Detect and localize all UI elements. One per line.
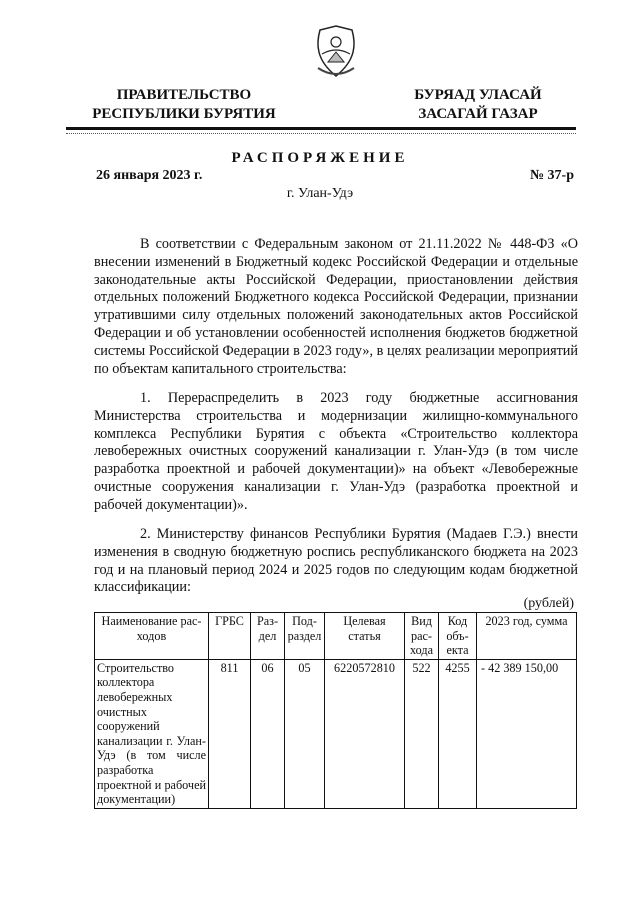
- paragraph-preamble: В соответствии с Федеральным законом от 21.11.2022 № 448-ФЗ «О внесении изменений в Бюджетный кодекс Российской Федерации и отдельные законодательные акты Российской Федерации, приостановлении действия отдельных положений Бюджетного кодекса Российской Федерации, признании утратившими силу отдельных положений законодательных актов Российской Федерации и об установлении особенностей исполнения бюджетов бюджетной системы Российской Федерации в 2023 году», в целях реализации мероприятий по объектам капитального строительства:: [94, 236, 578, 377]
- document-title: РАСПОРЯЖЕНИЕ: [231, 150, 409, 166]
- paragraph-item-1: 1. Перераспределить в 2023 году бюджетные ассигнования Министерства строительства и модернизации жилищно-коммунального комплекса Республики Бурятия с объекта «Строительство коллектора левобережных очистных сооружений канализации г. Улан-Удэ (в том числе разработка проектной и рабочей документации)» на объект «Левобережные очистные сооружения канализации г. Улан-Удэ (разработка проектной и рабочей документации)».: [94, 390, 578, 513]
- cell-expense-name: Строительство коллектора левобережных очистных сооружений канализации г. Улан-Удэ (в том числе разработка проектной и рабочей документации): [95, 659, 209, 808]
- cell-expense-kind: 522: [405, 659, 439, 808]
- table-header-row: [95, 613, 577, 660]
- document-number: № 37-р: [529, 168, 574, 183]
- document-city: г. Улан-Удэ: [286, 186, 354, 201]
- document-date: 26 января 2023 г.: [96, 168, 203, 183]
- table-unit-label: (рублей): [523, 596, 574, 611]
- issuer-line-2: ЗАСАГАЙ ГАЗАР: [418, 106, 538, 122]
- budget-table: [94, 612, 577, 809]
- cell-section: 06: [251, 659, 285, 808]
- issuer-line-2: РЕСПУБЛИКИ БУРЯТИЯ: [92, 106, 276, 122]
- cell-amount: - 42 389 150,00: [477, 659, 577, 808]
- header-divider: [66, 127, 576, 130]
- col-header: Целевая статья: [325, 613, 405, 660]
- col-header: Наименование рас-ходов: [95, 613, 209, 660]
- col-header: ГРБС: [209, 613, 251, 660]
- cell-subsection: 05: [285, 659, 325, 808]
- issuer-line-1: ПРАВИТЕЛЬСТВО: [116, 87, 252, 103]
- table-row: [95, 659, 577, 808]
- paragraph-item-2: 2. Министерству финансов Республики Бурятия (Мадаев Г.Э.) внести изменения в сводную бюджетную роспись республиканского бюджета на 2023 год и на плановый период 2024 и 2025 годов по следующим кодам бюджетной классификации:: [94, 526, 578, 596]
- cell-target-article: 6220572810: [325, 659, 405, 808]
- col-header: 2023 год, сумма: [477, 613, 577, 660]
- issuer-name-bua: [398, 86, 558, 124]
- col-header: Под-раздел: [285, 613, 325, 660]
- issuer-line-1: БУРЯАД УЛАСАЙ: [414, 87, 542, 103]
- col-header: Код объ-екта: [439, 613, 477, 660]
- col-header: Вид рас-хода: [405, 613, 439, 660]
- cell-grbs: 811: [209, 659, 251, 808]
- coat-of-arms-icon: [312, 24, 360, 80]
- issuer-name-ru: [84, 86, 284, 124]
- col-header: Раз-дел: [251, 613, 285, 660]
- cell-object-code: 4255: [439, 659, 477, 808]
- header-dotted-divider: [66, 133, 576, 134]
